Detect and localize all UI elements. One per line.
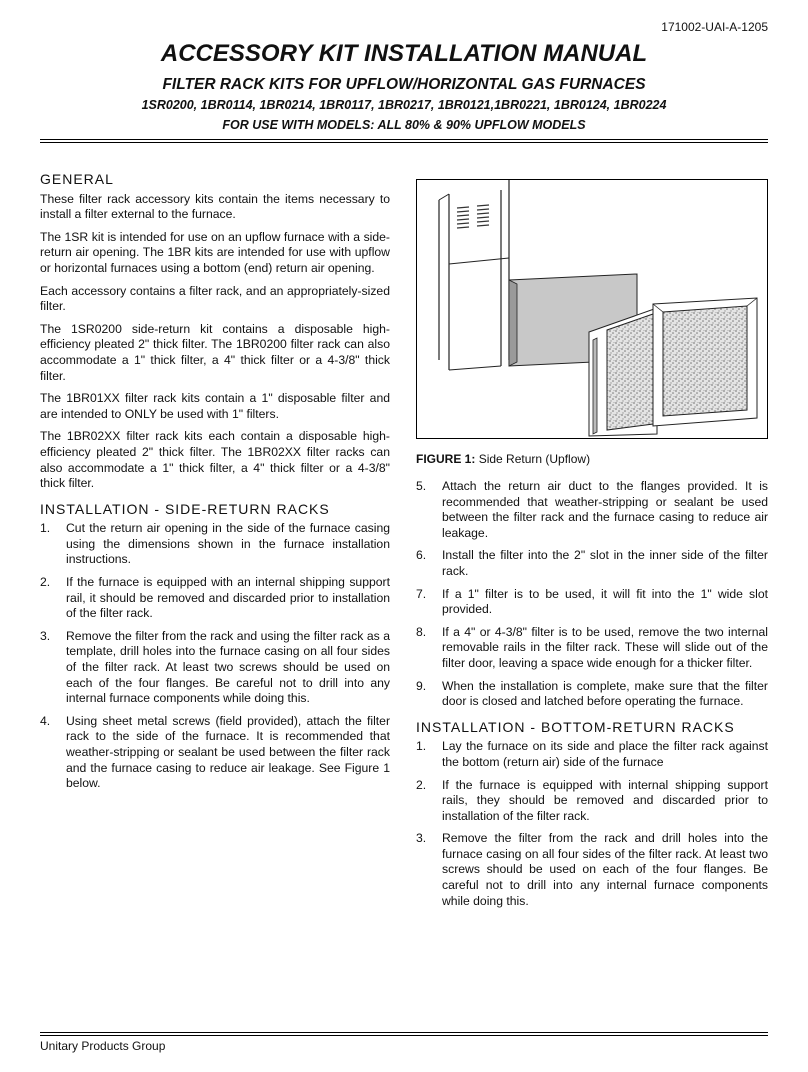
step-number: 7. xyxy=(416,586,427,601)
step-text: When the installation is complete, make sure that the filter door is closed and latched before operating the furnace. xyxy=(442,678,768,709)
figure-caption xyxy=(416,452,590,466)
step-text: Attach the return air duct to the flanges provided. It is recommended that weather-stripping or sealant be used between the filter rack and the furnace casing to reduce air leakage. xyxy=(442,479,768,540)
step-number: 4. xyxy=(40,713,51,728)
general-paragraph: The 1SR0200 side-return kit contains a disposable high-efficiency pleated 2" thick filter. The 1BR0200 filter rack can also accommodate a 1" thick filter, a 4" thick filter or a 4-3/8" thick filter. xyxy=(40,321,390,383)
document-number: 171002-UAI-A-1205 xyxy=(661,20,768,34)
header-rule-2 xyxy=(40,142,768,143)
list-item xyxy=(40,575,390,622)
figure-label: FIGURE 1: xyxy=(416,452,476,466)
footer-rule xyxy=(40,1032,768,1033)
furnace-illustration xyxy=(417,180,767,438)
list-item xyxy=(416,548,768,579)
section-heading-side-return: INSTALLATION - SIDE-RETURN RACKS xyxy=(40,500,330,517)
step-number: 6. xyxy=(416,548,427,563)
list-item xyxy=(416,625,768,672)
right-column xyxy=(416,479,768,916)
list-item xyxy=(40,629,390,707)
step-text: If the furnace is equipped with an internal shipping support rail, it should be removed and discarded prior to installation of the filter rack. xyxy=(66,575,390,621)
general-paragraph: The 1BR02XX filter rack kits each contain a disposable high-efficiency pleated 2" thick filter. The 1BR02XX filter racks can also accommodate a 1" thick filter, a 4" thick filter or a 4-3/8" thick filter. xyxy=(40,429,390,491)
step-number: 3. xyxy=(416,831,427,846)
section-heading-bottom-return: INSTALLATION - BOTTOM-RETURN RACKS xyxy=(416,718,735,735)
step-number: 8. xyxy=(416,624,427,639)
list-item xyxy=(40,714,390,792)
general-paragraph: Each accessory contains a filter rack, and an appropriately-sized filter. xyxy=(40,283,390,314)
kit-numbers: 1SR0200, 1BR0114, 1BR0214, 1BR0117, 1BR0217, 1BR0121,1BR0221, 1BR0124, 1BR0224 xyxy=(141,98,667,112)
list-item xyxy=(416,587,768,618)
step-number: 5. xyxy=(416,479,427,493)
step-number: 2. xyxy=(416,777,427,792)
figure-side-return xyxy=(416,179,768,439)
page-subtitle: FILTER RACK KITS FOR UPFLOW/HORIZONTAL GAS FURNACES xyxy=(162,76,646,93)
step-text: Cut the return air opening in the side of the furnace casing using the dimensions shown in the furnace installation instructions. xyxy=(66,521,390,567)
list-item xyxy=(416,479,768,541)
step-number: 2. xyxy=(40,575,51,590)
step-number: 1. xyxy=(416,739,427,754)
list-item xyxy=(416,831,768,909)
list-item xyxy=(416,739,768,770)
general-paragraph: The 1SR kit is intended for use on an upflow furnace with a side-return air opening. The 1BR kits are intended for use with upflow or horizontal furnaces using a bottom (end) return air opening. xyxy=(40,229,390,275)
general-paragraph: The 1BR01XX filter rack kits contain a 1" disposable filter and are intended to ONLY be used with 1" filters. xyxy=(40,391,390,421)
footer-rule-2 xyxy=(40,1035,768,1036)
step-number: 3. xyxy=(40,628,51,643)
list-item xyxy=(40,521,390,568)
step-number: 1. xyxy=(40,521,51,536)
general-paragraph: These filter rack accessory kits contain the items necessary to install a filter external to the furnace. xyxy=(40,191,390,222)
step-number: 9. xyxy=(416,678,427,693)
left-column xyxy=(40,172,390,799)
step-text: Remove the filter from the rack and using the filter rack as a template, drill holes into the furnace casing on all four sides of the filter rack. At least two screws should be used on each of the four flanges. Be careful not to drill into any internal furnace components while doing this. xyxy=(66,628,390,706)
section-heading-general: GENERAL xyxy=(40,171,114,187)
step-text: Using sheet metal screws (field provided), attach the filter rack to the side of the furnace. It is recommended that weather-stripping or sealant be used between the filter rack and the furnace casing to reduce air leakage. See Figure 1 below. xyxy=(66,713,390,791)
step-text: Lay the furnace on its side and place the filter rack against the bottom (return air) side of the furnace xyxy=(442,739,768,769)
page-title: ACCESSORY KIT INSTALLATION MANUAL xyxy=(160,40,648,67)
step-text: If the furnace is equipped with internal shipping support rails, they should be removed and discarded prior to installation of the filter rack. xyxy=(442,777,768,823)
footer-company: Unitary Products Group xyxy=(40,1039,166,1053)
step-text: If a 1" filter is to be used, it will fit into the 1" wide slot provided. xyxy=(442,586,768,617)
model-applicability: FOR USE WITH MODELS: ALL 80% & 90% UPFLOW MODELS xyxy=(222,118,586,132)
step-text: If a 4" or 4-3/8" filter is to be used, remove the two internal removable rails in the filter rack. These will slide out of the filter door, leaving a space wide enough for a thicker filter. xyxy=(442,624,768,670)
step-text: Install the filter into the 2" slot in the inner side of the filter rack. xyxy=(442,548,768,578)
header-rule xyxy=(40,139,768,140)
step-text: Remove the filter from the rack and drill holes into the furnace casing on all four sides of the filter rack. At least two screws should be used on each of the four flanges. Be careful not to drill into any internal furnace components while doing this. xyxy=(442,831,768,908)
list-item xyxy=(416,679,768,710)
list-item xyxy=(416,778,768,825)
figure-caption-text: Side Return (Upflow) xyxy=(478,452,591,466)
